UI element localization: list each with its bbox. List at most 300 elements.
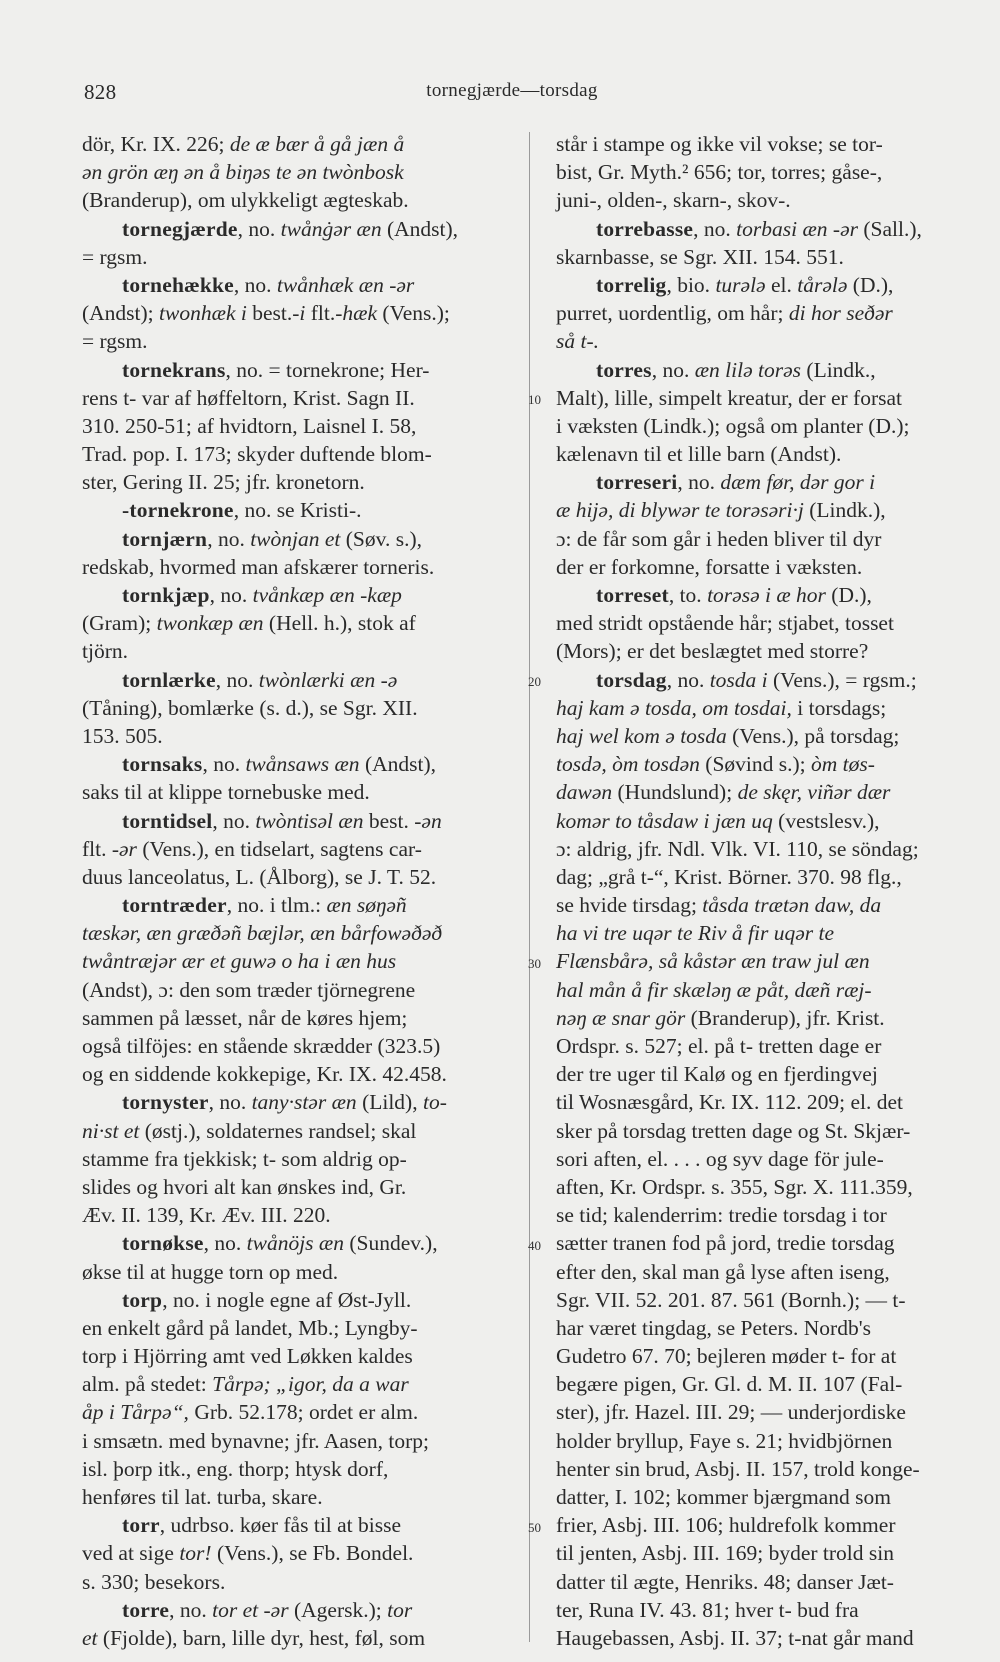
right-column-line: [556, 1173, 976, 1201]
text-run: tosdə, òm tosdən: [556, 752, 700, 777]
text-run: , no. = tornekrone; Her-: [225, 357, 430, 382]
text-run: tåsda trætən daw, da: [702, 893, 882, 918]
left-column-line: [82, 1145, 522, 1173]
text-run: frier, Asbj. III. 106; huldrefolk kommer: [556, 1513, 896, 1538]
text-run: (Tåning), bomlærke (s. d.), se Sgr. XII.: [82, 695, 418, 720]
text-run: -ər: [111, 836, 137, 861]
text-run: twòntisəl æn: [255, 808, 364, 833]
left-column-line: [82, 609, 522, 637]
page-number: 828: [84, 80, 117, 104]
headword: torsdag: [596, 667, 667, 692]
left-column-line: [82, 1060, 522, 1088]
text-run: isl. þorp itk., eng. thorp; htysk dorf,: [82, 1456, 389, 1481]
text-run: , no.: [202, 752, 246, 777]
text-run: el.: [765, 272, 798, 297]
text-run: , no.: [208, 1090, 252, 1115]
text-run: , no.: [693, 216, 737, 241]
text-run: , no.: [209, 583, 253, 607]
text-run: i torsdags;: [791, 695, 887, 720]
text-run: torbasi æn -ər: [736, 216, 858, 241]
text-run: sker på torsdag tretten dage og St. Skjær-: [556, 1118, 911, 1143]
text-run: med stridt opstående hår; stjabet, tosset: [556, 611, 894, 636]
text-run: (Søv. s.),: [340, 526, 423, 551]
right-column-line: [556, 835, 976, 863]
right-column-line: [556, 468, 976, 496]
text-run: Sgr. VII. 52. 201. 87. 561 (Bornh.); — t-: [556, 1287, 906, 1312]
headword: tornsaks: [122, 752, 203, 777]
line-number-marker: 50: [528, 1519, 541, 1535]
right-column-line: [556, 1060, 976, 1088]
text-run: , no. se Kristi-.: [233, 498, 362, 523]
text-run: kælenavn til et lille barn (Andst).: [556, 442, 842, 467]
text-run: twåntræjər ær et guwə o ha i æn hus: [82, 949, 397, 974]
right-column-line: [556, 1624, 976, 1652]
text-run: , to.: [668, 583, 708, 607]
right-column: [556, 130, 976, 1652]
left-column-line: [82, 722, 522, 750]
left-column-line: [82, 1314, 522, 1342]
right-column-line: [556, 1004, 976, 1032]
left-column-line: [82, 1342, 522, 1370]
text-run: (Lild),: [356, 1090, 423, 1115]
text-run: duus lanceolatus, L. (Ålborg), se J. T. 52.: [82, 864, 437, 889]
text-run: komər to tåsdaw i jæn uq: [556, 808, 773, 833]
text-run: redskab, hvormed man afskærer torneris.: [82, 554, 435, 579]
right-column-line: [556, 1258, 976, 1286]
text-run: tor et -ər: [212, 1597, 289, 1622]
text-run: , no.: [212, 808, 256, 833]
text-run: slides og hvori alt kan ønskes ind, Gr.: [82, 1174, 407, 1199]
text-run: ster), jfr. Hazel. III. 29; — underjordiske: [556, 1400, 906, 1425]
text-run: , no.: [677, 470, 721, 495]
text-run: torp i Hjörring amt ved Løkken kaldes: [82, 1344, 413, 1369]
text-run: til jenten, Asbj. III. 169; byder trold sin: [556, 1541, 894, 1566]
left-column-line: [82, 327, 522, 355]
text-run: står i stampe og ikke vil vokse; se tor-: [556, 132, 883, 156]
headword: tornlærke: [122, 667, 216, 692]
left-column-line: [82, 778, 522, 806]
text-run: , udrbso. køer fås til at bisse: [159, 1513, 402, 1538]
right-column-line: [556, 1201, 976, 1229]
text-run: skarnbasse, se Sgr. XII. 154. 551.: [556, 244, 844, 269]
text-run: tæskər, æn græðəñ bæjlər, æn bårfowəðəð: [82, 921, 443, 946]
text-run: , no.: [207, 526, 251, 551]
text-run: (Sall.),: [857, 216, 922, 241]
text-run: (Mors); er det beslægtet med storre?: [556, 639, 869, 664]
text-run: = rgsm.: [82, 329, 148, 354]
right-column-line: [556, 947, 976, 975]
right-column-line: [556, 778, 976, 806]
left-column-line: [82, 919, 522, 947]
text-run: (Lindk.),: [803, 498, 886, 523]
left-column-line: [82, 1032, 522, 1060]
text-run: se tid; kalenderrim: tredie torsdag i tor: [556, 1203, 887, 1228]
left-column-line: [82, 891, 522, 919]
column-divider: [529, 132, 530, 1642]
text-run: (vestslesv.),: [772, 808, 880, 833]
text-run: i smsætn. med bynavne; jfr. Aasen, torp;: [82, 1428, 429, 1453]
headword: -tornekrone: [122, 498, 234, 523]
right-column-line: [556, 327, 976, 355]
right-column-line: [556, 412, 976, 440]
right-column-line: [556, 637, 976, 665]
right-column-line: [556, 1455, 976, 1483]
right-column-line: [556, 1229, 976, 1257]
text-run: Ordspr. s. 527; el. på t- tretten dage er: [556, 1034, 882, 1058]
right-column-line: [556, 299, 976, 327]
text-run: ɔ: aldrig, jfr. Ndl. Vlk. VI. 110, se söndag;: [556, 836, 919, 861]
text-run: rens t- var af høffeltorn, Krist. Sagn II.: [82, 385, 415, 410]
text-run: twånöjs æn: [246, 1231, 345, 1256]
text-run: stamme fra tjekkisk; t- som aldrig op-: [82, 1146, 407, 1171]
text-run: ter, Runa IV. 43. 81; hver t- bud fra: [556, 1597, 859, 1622]
text-run: (Hundslund);: [612, 780, 738, 805]
left-column-line: [82, 1370, 522, 1398]
text-run: , no.: [203, 1231, 247, 1256]
text-run: datter, I. 102; kommer bjærgmand som: [556, 1485, 891, 1509]
text-run: ɔ: de får som går i heden bliver til dyr: [556, 526, 882, 551]
headword: tornkjæp: [122, 583, 210, 607]
text-run: , no.: [651, 357, 695, 382]
left-column-line: [82, 1511, 522, 1539]
text-run: åp i Tårpə“,: [82, 1400, 189, 1425]
text-run: efter den, skal man gå lyse aften iseng,: [556, 1259, 890, 1284]
text-run: twånhæk æn -ər: [276, 272, 415, 297]
right-column-line: [556, 976, 976, 1004]
text-run: (Vens.), på torsdag;: [726, 723, 900, 748]
line-number-marker: 30: [528, 955, 541, 971]
text-run: ha vi tre uqər te Riv å fir uqər te: [556, 921, 835, 946]
left-column-line: [82, 1088, 522, 1116]
right-column-line: [556, 722, 976, 750]
right-column-line: [556, 1286, 976, 1314]
left-column-line: [82, 1483, 522, 1511]
text-run: (Sundev.),: [344, 1231, 438, 1256]
right-column-line: [556, 496, 976, 524]
headword: torreset: [596, 583, 669, 607]
text-run: s. 330; besekors.: [82, 1569, 226, 1594]
text-run: (Andst),: [381, 216, 459, 241]
text-run: , no. i tlm.:: [226, 893, 327, 918]
text-run: (Andst);: [82, 301, 160, 326]
left-column-line: [82, 694, 522, 722]
headword: torre: [122, 1597, 170, 1622]
text-run: et: [82, 1625, 98, 1650]
text-run: ved at sige: [82, 1541, 180, 1566]
running-title: tornegjærde—torsdag: [426, 80, 598, 101]
headword: tornekrans: [122, 357, 226, 382]
left-column-line: [82, 525, 522, 553]
headword: torntidsel: [122, 808, 213, 833]
headword: tornyster: [122, 1090, 209, 1115]
text-run: så t-.: [556, 329, 599, 354]
left-column-line: [82, 1427, 522, 1455]
left-column-line: [82, 1229, 522, 1257]
text-run: (Branderup), om ulykkeligt ægteskab.: [82, 188, 409, 213]
headword: torp: [122, 1287, 163, 1312]
text-run: holder bryllup, Faye s. 21; hvidbjörnen: [556, 1428, 893, 1453]
text-run: sætter tranen fod på jord, tredie torsdag: [556, 1231, 895, 1256]
text-run: (Vens.), en tidselart, sagtens car-: [136, 836, 422, 861]
text-run: også tilföjes: en stående skrædder (323.5): [82, 1034, 441, 1058]
right-column-line: [556, 158, 976, 186]
headword: tornjærn: [122, 526, 208, 551]
text-run: (Lindk.,: [801, 357, 876, 382]
headword: tornøkse: [122, 1231, 204, 1256]
text-run: økse til at hugge torn op med.: [82, 1259, 339, 1284]
text-run: æn søŋəñ: [326, 893, 407, 918]
text-run: turələ: [715, 272, 766, 297]
left-column-line: [82, 666, 522, 694]
text-run: (østj.), soldaternes randsel; skal: [139, 1118, 417, 1143]
text-run: ən grön æŋ ən å biŋəs te ən twònbosk: [82, 160, 404, 185]
text-run: datter til ægte, Henriks. 48; danser Jæt-: [556, 1569, 894, 1594]
text-run: Æv. II. 139, Kr. Æv. III. 220.: [82, 1203, 331, 1228]
text-run: aften, Kr. Ordspr. s. 355, Sgr. X. 111.359,: [556, 1174, 913, 1199]
right-column-line: [556, 130, 976, 158]
right-column-line: [556, 1032, 976, 1060]
text-run: twònjan et: [250, 526, 341, 551]
left-column-line: [82, 384, 522, 412]
text-run: , no.: [215, 667, 259, 692]
line-number-marker: 20: [528, 673, 541, 689]
text-run: twonkæp æn: [156, 611, 264, 636]
text-run: henføres til lat. turba, skare.: [82, 1485, 323, 1509]
left-column-line: [82, 130, 522, 158]
left-column-line: [82, 243, 522, 271]
text-run: haj wel kom ə tosda: [556, 723, 727, 748]
left-column-line: [82, 440, 522, 468]
text-run: dæm før, dər gor i: [720, 470, 876, 495]
right-column-line: [556, 891, 976, 919]
text-run: twånsaws æn: [245, 752, 360, 777]
headword: torres: [596, 357, 652, 382]
text-run: purret, uordentlig, om hår;: [556, 301, 789, 326]
left-column-line: [82, 750, 522, 778]
right-column-line: [556, 440, 976, 468]
text-run: en enkelt gård på landet, Mb.; Lyngby-: [82, 1315, 418, 1340]
text-run: (Vens.);: [377, 301, 450, 326]
headword: torntræder: [122, 893, 227, 918]
left-column-line: [82, 835, 522, 863]
right-column-line: [556, 243, 976, 271]
text-run: (Andst), ɔ: den som træder tjörnegrene: [82, 977, 416, 1002]
right-column-line: [556, 1342, 976, 1370]
text-run: saks til at klippe tornebuske med.: [82, 780, 370, 805]
left-column-line: [82, 1539, 522, 1567]
left-column-line: [82, 1117, 522, 1145]
text-run: -i: [292, 301, 306, 326]
text-run: og en siddende kokkepige, Kr. IX. 42.458.: [82, 1062, 447, 1087]
headword: torr: [122, 1513, 160, 1538]
right-column-line: [556, 1539, 976, 1567]
headword: torrelig: [596, 272, 667, 297]
right-column-line: [556, 384, 976, 412]
text-run: best.: [246, 301, 293, 326]
text-run: twonhæk i: [159, 301, 247, 326]
left-column-line: [82, 1286, 522, 1314]
text-run: , no.: [233, 272, 277, 297]
text-run: Flænsbårə, så kåstər æn traw jul æn: [556, 949, 870, 974]
text-run: æn lilə torəs: [694, 357, 802, 382]
text-run: ster, Gering II. 25; jfr. kronetorn.: [82, 470, 365, 495]
right-column-line: [556, 356, 976, 384]
text-run: der er forkomne, forsatte i væksten.: [556, 554, 863, 579]
right-column-line: [556, 1398, 976, 1426]
right-column-line: [556, 863, 976, 891]
left-column-line: [82, 158, 522, 186]
text-run: alm. på stedet:: [82, 1372, 213, 1397]
right-column-line: [556, 186, 976, 214]
left-column-line: [82, 186, 522, 214]
left-column-line: [82, 1173, 522, 1201]
text-run: (Branderup), jfr. Krist.: [685, 1005, 885, 1030]
page-header: [84, 74, 940, 114]
text-run: tany·stər æn: [251, 1090, 357, 1115]
left-column-line: [82, 947, 522, 975]
text-run: (Vens.), se Fb. Bondel.: [211, 1541, 414, 1566]
text-run: i væksten (Lindk.); også om planter (D.);: [556, 413, 910, 438]
text-run: sori aften, el. . . . og syv dage för jule-: [556, 1146, 884, 1171]
text-run: tosda i: [709, 667, 768, 692]
left-column-line: [82, 1624, 522, 1652]
left-column-line: [82, 1201, 522, 1229]
right-column-line: [556, 1117, 976, 1145]
text-run: de æ bær å gå jæn å: [229, 132, 405, 156]
text-run: henter sin brud, Asbj. II. 157, trold konge-: [556, 1456, 920, 1481]
text-run: 310. 250-51; af hvidtorn, Laisnel I. 58,: [82, 413, 417, 438]
right-column-line: [556, 1511, 976, 1539]
line-number-marker: 40: [528, 1237, 541, 1253]
text-run: (Gram);: [82, 611, 157, 636]
right-column-line: [556, 581, 976, 609]
text-run: der tre uger til Kalø og en fjerdingvej: [556, 1062, 878, 1087]
text-run: juni-, olden-, skarn-, skov-.: [556, 188, 791, 213]
text-run: (Vens.), = rgsm.;: [767, 667, 917, 692]
text-run: Malt), lille, simpelt kreatur, der er forsat: [556, 385, 903, 410]
text-run: twònlærki æn -ə: [258, 667, 398, 692]
left-column-line: [82, 1258, 522, 1286]
text-run: tårələ: [797, 272, 848, 297]
text-run: , bio.: [666, 272, 716, 297]
text-run: begære pigen, Gr. Gl. d. M. II. 107 (Fal-: [556, 1372, 903, 1397]
left-column-line: [82, 412, 522, 440]
text-run: (Hell. h.), stok af: [263, 611, 416, 636]
left-column-line: [82, 1455, 522, 1483]
text-run: òm tøs-: [811, 752, 875, 777]
text-run: (Agersk.);: [288, 1597, 388, 1622]
text-run: har været tingdag, se Peters. Nordb's: [556, 1315, 871, 1340]
right-column-line: [556, 271, 976, 299]
left-column-line: [82, 807, 522, 835]
right-column-line: [556, 750, 976, 778]
left-column-line: [82, 299, 522, 327]
right-column-line: [556, 215, 976, 243]
right-column-line: [556, 807, 976, 835]
text-run: se hvide tirsdag;: [556, 893, 703, 918]
right-column-line: [556, 553, 976, 581]
left-column-line: [82, 356, 522, 384]
text-run: (D.),: [847, 272, 894, 297]
left-column-line: [82, 1004, 522, 1032]
text-run: best.: [363, 808, 415, 833]
right-column-line: [556, 1568, 976, 1596]
text-run: , no.: [237, 216, 281, 241]
right-column-line: [556, 525, 976, 553]
text-run: bist, Gr. Myth.² 656; tor, torres; gåse-,: [556, 160, 883, 185]
left-column-line: [82, 271, 522, 299]
text-run: = rgsm.: [82, 244, 148, 269]
text-run: flt.: [305, 301, 336, 326]
right-column-line: [556, 694, 976, 722]
text-run: (D.),: [825, 583, 872, 607]
text-run: haj kam ə tosda, om tosdai,: [556, 695, 792, 720]
left-column-line: [82, 468, 522, 496]
text-run: Gudetro 67. 70; bejleren møder t- for at: [556, 1344, 897, 1369]
text-run: hal mån å fir skæləŋ æ påt, dæñ ræj-: [556, 977, 872, 1002]
right-column-line: [556, 1370, 976, 1398]
headword: tornegjærde: [122, 216, 238, 241]
text-run: torəsə i æ hor: [707, 583, 826, 607]
headword: torreseri: [596, 470, 678, 495]
text-run: (Søvind s.);: [699, 752, 812, 777]
text-run: 153. 505.: [82, 723, 163, 748]
left-column-line: [82, 1568, 522, 1596]
text-run: dag; „grå t-“, Krist. Börner. 370. 98 flg.,: [556, 864, 902, 889]
right-column-line: [556, 1314, 976, 1342]
left-column-line: [82, 976, 522, 1004]
text-run: de skęr, viñər dær: [737, 780, 891, 805]
left-column-line: [82, 1596, 522, 1624]
text-run: Haugebassen, Asbj. II. 37; t-nat går mand: [556, 1625, 914, 1650]
left-column: [82, 130, 522, 1652]
left-column-line: [82, 1398, 522, 1426]
right-column-line: [556, 1088, 976, 1116]
text-run: tor: [387, 1597, 413, 1622]
text-run: dawən: [556, 780, 613, 805]
right-column-line: [556, 919, 976, 947]
text-run: Grb. 52.178; ordet er alm.: [188, 1400, 419, 1425]
right-column-line: [556, 1596, 976, 1624]
text-run: dör, Kr. IX. 226;: [82, 132, 230, 156]
text-run: ni·st et: [82, 1118, 140, 1143]
right-column-line: [556, 1483, 976, 1511]
text-run: , no.: [666, 667, 710, 692]
headword: tornehække: [122, 272, 234, 297]
text-run: , no. i nogle egne af Øst-Jyll.: [162, 1287, 412, 1312]
text-run: to-: [422, 1090, 447, 1115]
text-run: tor!: [179, 1541, 212, 1566]
text-run: Trad. pop. I. 173; skyder duftende blom-: [82, 442, 432, 467]
text-run: tvånkæp æn -kæp: [252, 583, 402, 607]
left-column-line: [82, 637, 522, 665]
left-column-line: [82, 215, 522, 243]
left-column-line: [82, 496, 522, 524]
text-run: di hor seðər: [788, 301, 893, 326]
right-column-line: [556, 1145, 976, 1173]
text-run: Tårpə; „igor, da a war: [212, 1372, 409, 1397]
headword: torrebasse: [596, 216, 694, 241]
text-run: -ən: [414, 808, 442, 833]
text-run: sammen på læsset, når de køres hjem;: [82, 1005, 408, 1030]
text-run: æ hijə, di blywər te torəsəri·j: [556, 498, 804, 523]
left-column-line: [82, 863, 522, 891]
text-run: (Fjolde), barn, lille dyr, hest, føl, som: [97, 1625, 426, 1650]
text-run: (Andst),: [359, 752, 436, 777]
right-column-line: [556, 1427, 976, 1455]
left-column-line: [82, 553, 522, 581]
right-column-line: [556, 666, 976, 694]
